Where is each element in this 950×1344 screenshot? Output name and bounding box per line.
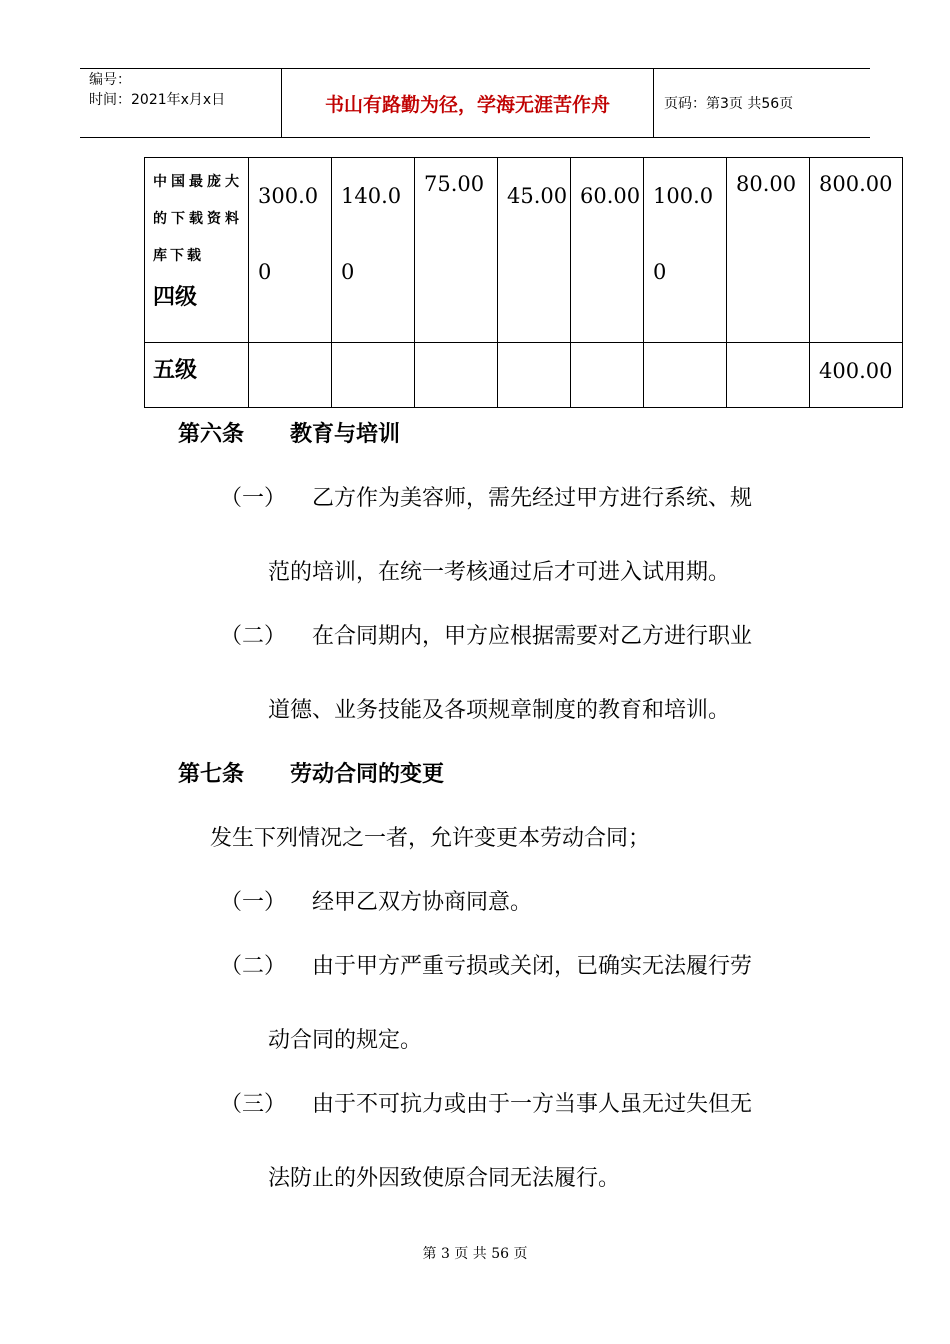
article6-item2-line2: 道德、业务技能及各项规章制度的教育和培训。 — [268, 698, 731, 723]
header-meta-cell — [80, 69, 282, 137]
table-cell: 800.00 — [810, 158, 903, 343]
table-cell — [249, 343, 332, 408]
article6-item2-line1: 在合同期内，甲方应根据需要对乙方进行职业 — [312, 624, 753, 649]
table-cell: 75.00 — [415, 158, 498, 343]
header-page-cell — [654, 69, 870, 137]
article6-subject: 教育与培训 — [290, 422, 401, 447]
row-label-cell — [145, 158, 249, 343]
article6-item1-line2: 范的培训，在统一考核通过后才可进入试用期。 — [268, 560, 731, 585]
row-label-small: 中国最庞大的下载资料库下载 — [153, 174, 242, 264]
article7-item1-number: （一） — [220, 890, 287, 915]
fee-table — [144, 157, 903, 408]
row-label-level: 四级 — [153, 285, 198, 310]
table-row — [145, 158, 903, 343]
article7-item3-number: （三） — [220, 1092, 287, 1117]
table-cell: 80.00 — [727, 158, 810, 343]
row-label-cell — [145, 343, 249, 408]
page-header — [80, 68, 870, 138]
table-cell: 140.00 — [332, 158, 415, 343]
header-motto-cell — [282, 69, 654, 137]
table-cell: 45.00 — [498, 158, 571, 343]
article7-item3-line1: 由于不可抗力或由于一方当事人虽无过失但无 — [312, 1092, 753, 1117]
table-cell: 100.00 — [644, 158, 727, 343]
table-cell — [498, 343, 571, 408]
table-cell — [332, 343, 415, 408]
article6-item1-number: （一） — [220, 486, 287, 511]
table-cell: 60.00 — [571, 158, 644, 343]
motto-text: 书山有路勤为径，学海无涯苦作舟 — [324, 94, 610, 116]
article6-item2-number: （二） — [220, 624, 287, 649]
article6-title: 第六条 — [178, 422, 245, 447]
article7-item1-line1: 经甲乙双方协商同意。 — [312, 890, 533, 915]
table-cell — [415, 343, 498, 408]
table-cell — [644, 343, 727, 408]
table-cell: 300.00 — [249, 158, 332, 343]
article7-item2-line1: 由于甲方严重亏损或关闭，已确实无法履行劳 — [312, 954, 753, 979]
row-label-level: 五级 — [153, 358, 198, 383]
article7-intro: 发生下列情况之一者，允许变更本劳动合同； — [210, 826, 651, 851]
table-row — [145, 343, 903, 408]
page-footer: 第 3 页 共 56 页 — [422, 1246, 528, 1262]
table-cell — [727, 343, 810, 408]
article7-item2-number: （二） — [220, 954, 287, 979]
header-page-info: 页码：第3页 共56页 — [664, 96, 794, 112]
doc-number-label: 编号： — [89, 72, 131, 88]
article7-item3-line2: 法防止的外因致使原合同无法履行。 — [268, 1166, 621, 1191]
date-label: 时间：2021年x月x日 — [89, 92, 226, 108]
article7-subject: 劳动合同的变更 — [290, 762, 445, 787]
table-cell — [571, 343, 644, 408]
table-cell: 400.00 — [810, 343, 903, 408]
article7-title: 第七条 — [178, 762, 245, 787]
article6-item1-line1: 乙方作为美容师，需先经过甲方进行系统、规 — [312, 486, 753, 511]
article7-item2-line2: 动合同的规定。 — [268, 1028, 423, 1053]
